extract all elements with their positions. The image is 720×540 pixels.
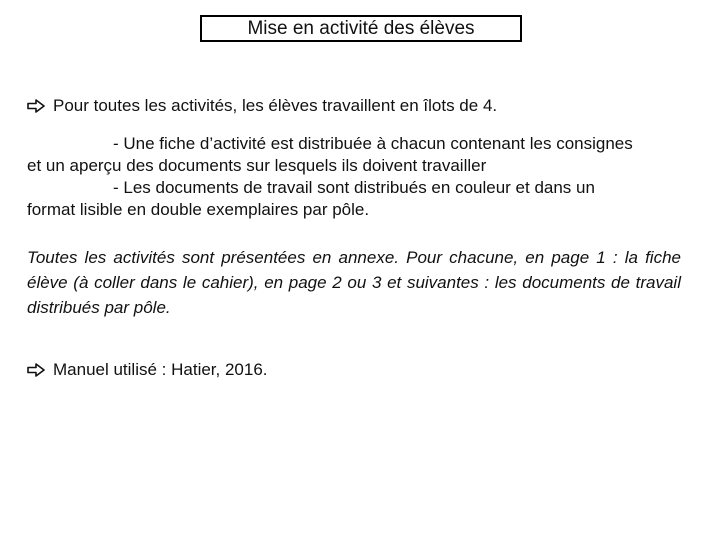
detail-item-2-line-1: - Les documents de travail sont distribués en couleur et dans un — [113, 178, 595, 197]
bullet-text-groups: Pour toutes les activités, les élèves travaillent en îlots de 4. — [53, 96, 498, 115]
bullet-item-textbook — [27, 359, 268, 381]
detail-item-1-line-1: - Une fiche d’activité est distribuée à chacun contenant les consignes — [113, 134, 633, 153]
detail-item-2-line-2: format lisible en double exemplaires par pôle. — [27, 200, 370, 219]
page-title-box — [200, 15, 522, 42]
right-arrow-outline-icon — [27, 99, 45, 113]
detail-item-1-line-2: et un aperçu des documents sur lesquels ils doivent travailler — [27, 156, 487, 175]
bullet-text-textbook: Manuel utilisé : Hatier, 2016. — [53, 360, 268, 379]
right-arrow-outline-icon — [27, 363, 45, 377]
page-title: Mise en activité des élèves — [247, 18, 475, 39]
annex-note: Toutes les activités sont présentées en annexe. Pour chacune, en page 1 : la fiche élève (à coller dans le cahier), en page 2 ou 3 et suivantes : les documents de travail distribués par pôle. — [27, 248, 681, 317]
detail-list — [27, 133, 687, 221]
bullet-item-groups — [27, 95, 497, 117]
